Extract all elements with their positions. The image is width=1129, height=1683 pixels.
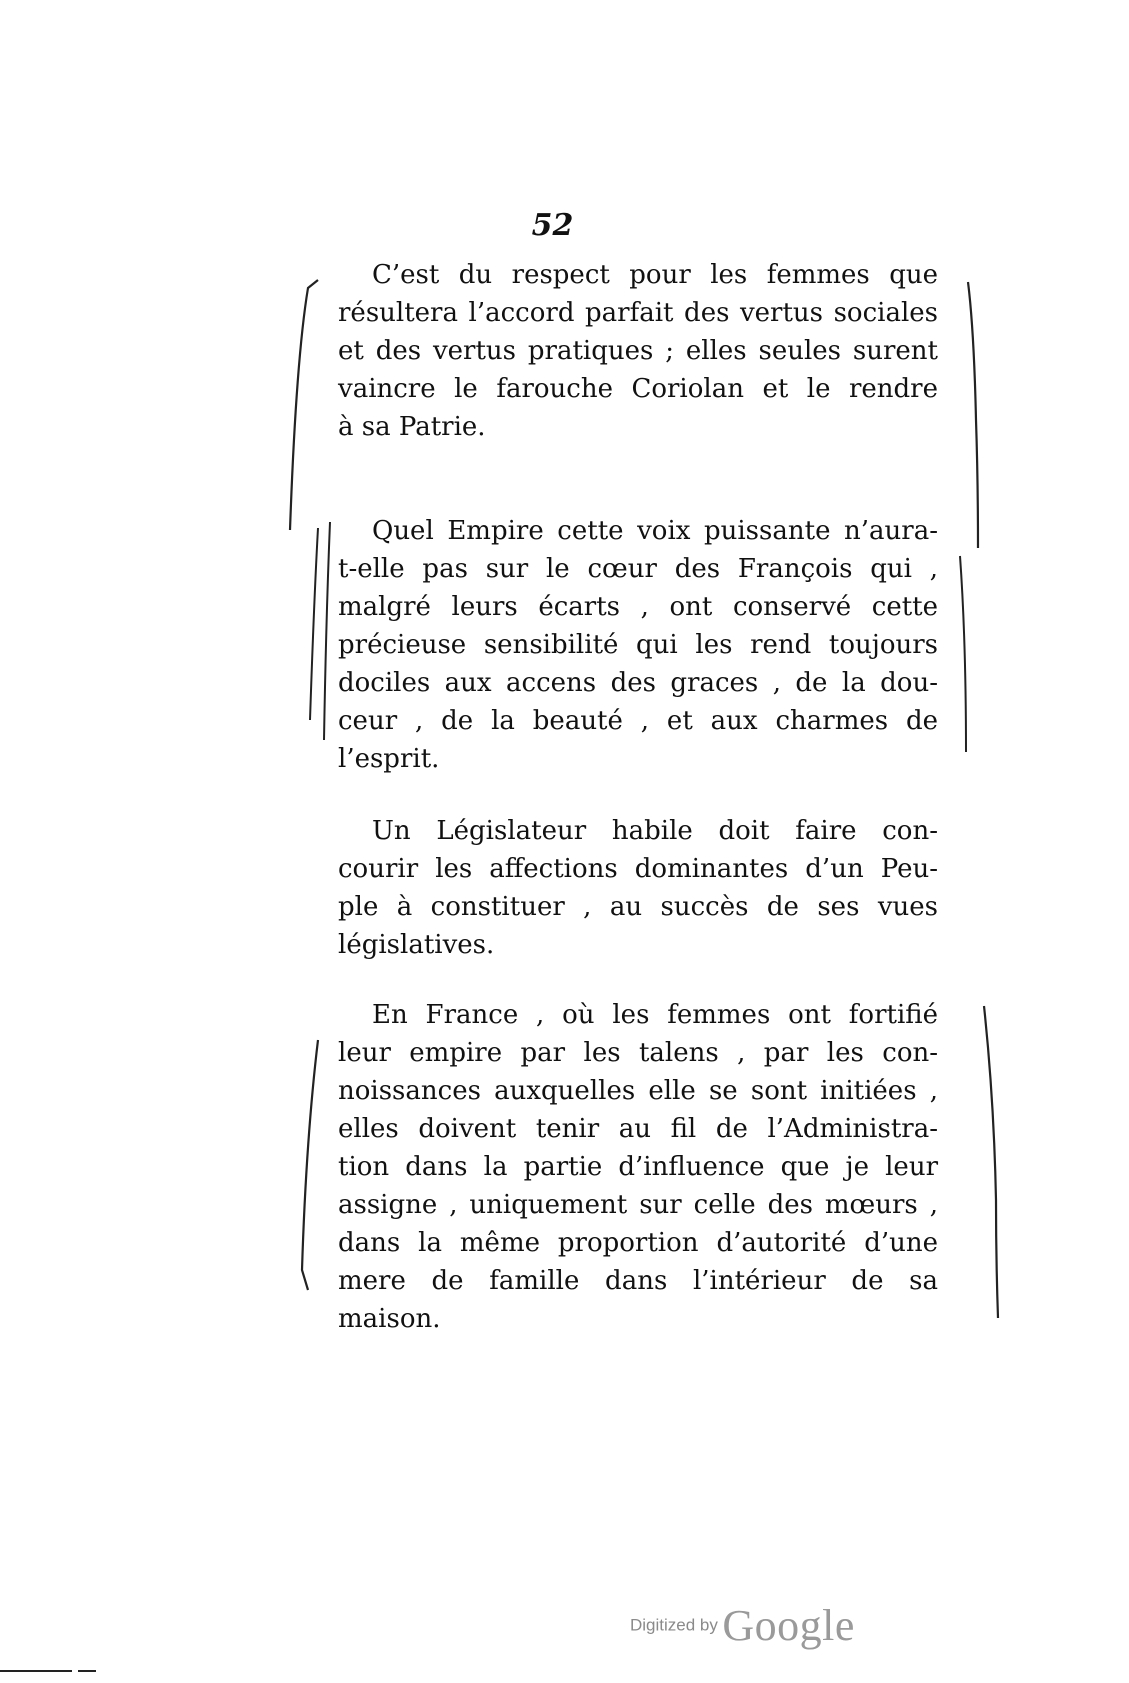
text-line: leur empire par les talens , par les con- [338,1038,938,1068]
text-line: elles doivent tenir au fil de l’Administra- [338,1114,938,1144]
text-line: tion dans la partie d’influence que je leur [338,1152,938,1182]
margin-mark-left-3 [302,1040,318,1290]
footer-rule [0,1670,72,1672]
text-line: à sa Patrie. [338,412,486,442]
margin-mark-left-2a [310,528,318,720]
text-line: ceur , de la beauté , et aux charmes de [338,706,938,736]
text-line: En France , où les femmes ont fortifié [372,1000,938,1030]
margin-mark-left-1 [290,280,318,530]
text-line: mere de famille dans l’intérieur de sa [338,1266,938,1296]
text-line: et des vertus pratiques ; elles seules surent [338,336,938,366]
text-line: maison. [338,1304,441,1334]
margin-mark-left-2b [324,522,330,740]
text-line: dans la même proportion d’autorité d’une [338,1228,938,1258]
paragraph-3 [338,812,938,964]
text-line: malgré leurs écarts , ont conservé cette [338,592,938,622]
text-line: Quel Empire cette voix puissante n’aura- [372,516,938,546]
text-line: ple à constituer , au succès de ses vues [338,892,938,922]
text-line: courir les affections dominantes d’un Peu- [338,854,938,884]
text-line: l’esprit. [338,744,440,774]
text-line: résultera l’accord parfait des vertus sociales [338,298,938,328]
paragraph-2 [338,512,938,778]
text-line: assigne , uniquement sur celle des mœurs , [338,1190,938,1220]
text-line: dociles aux accens des graces , de la dou- [338,668,938,698]
text-line: précieuse sensibilité qui les rend toujours [338,630,938,660]
watermark-prefix: Digitized by [630,1615,718,1635]
text-line: Un Législateur habile doit faire con- [372,816,938,846]
text-line: t-elle pas sur le cœur des François qui , [338,554,938,584]
margin-mark-right-2 [960,556,966,752]
text-line: législatives. [338,930,495,960]
margin-mark-right-3 [984,1006,998,1318]
digitized-watermark [630,1600,855,1651]
text-line: noissances auxquelles elle se sont initiées , [338,1076,938,1106]
footer-rule [78,1670,96,1672]
google-logo: Google [722,1601,855,1650]
paragraph-1 [338,256,938,446]
paragraph-4 [338,996,938,1338]
text-line: C’est du respect pour les femmes que [372,260,938,290]
margin-mark-right-1 [968,282,978,548]
page-number: 52 [531,208,574,243]
text-line: vaincre le farouche Coriolan et le rendre [338,374,938,404]
